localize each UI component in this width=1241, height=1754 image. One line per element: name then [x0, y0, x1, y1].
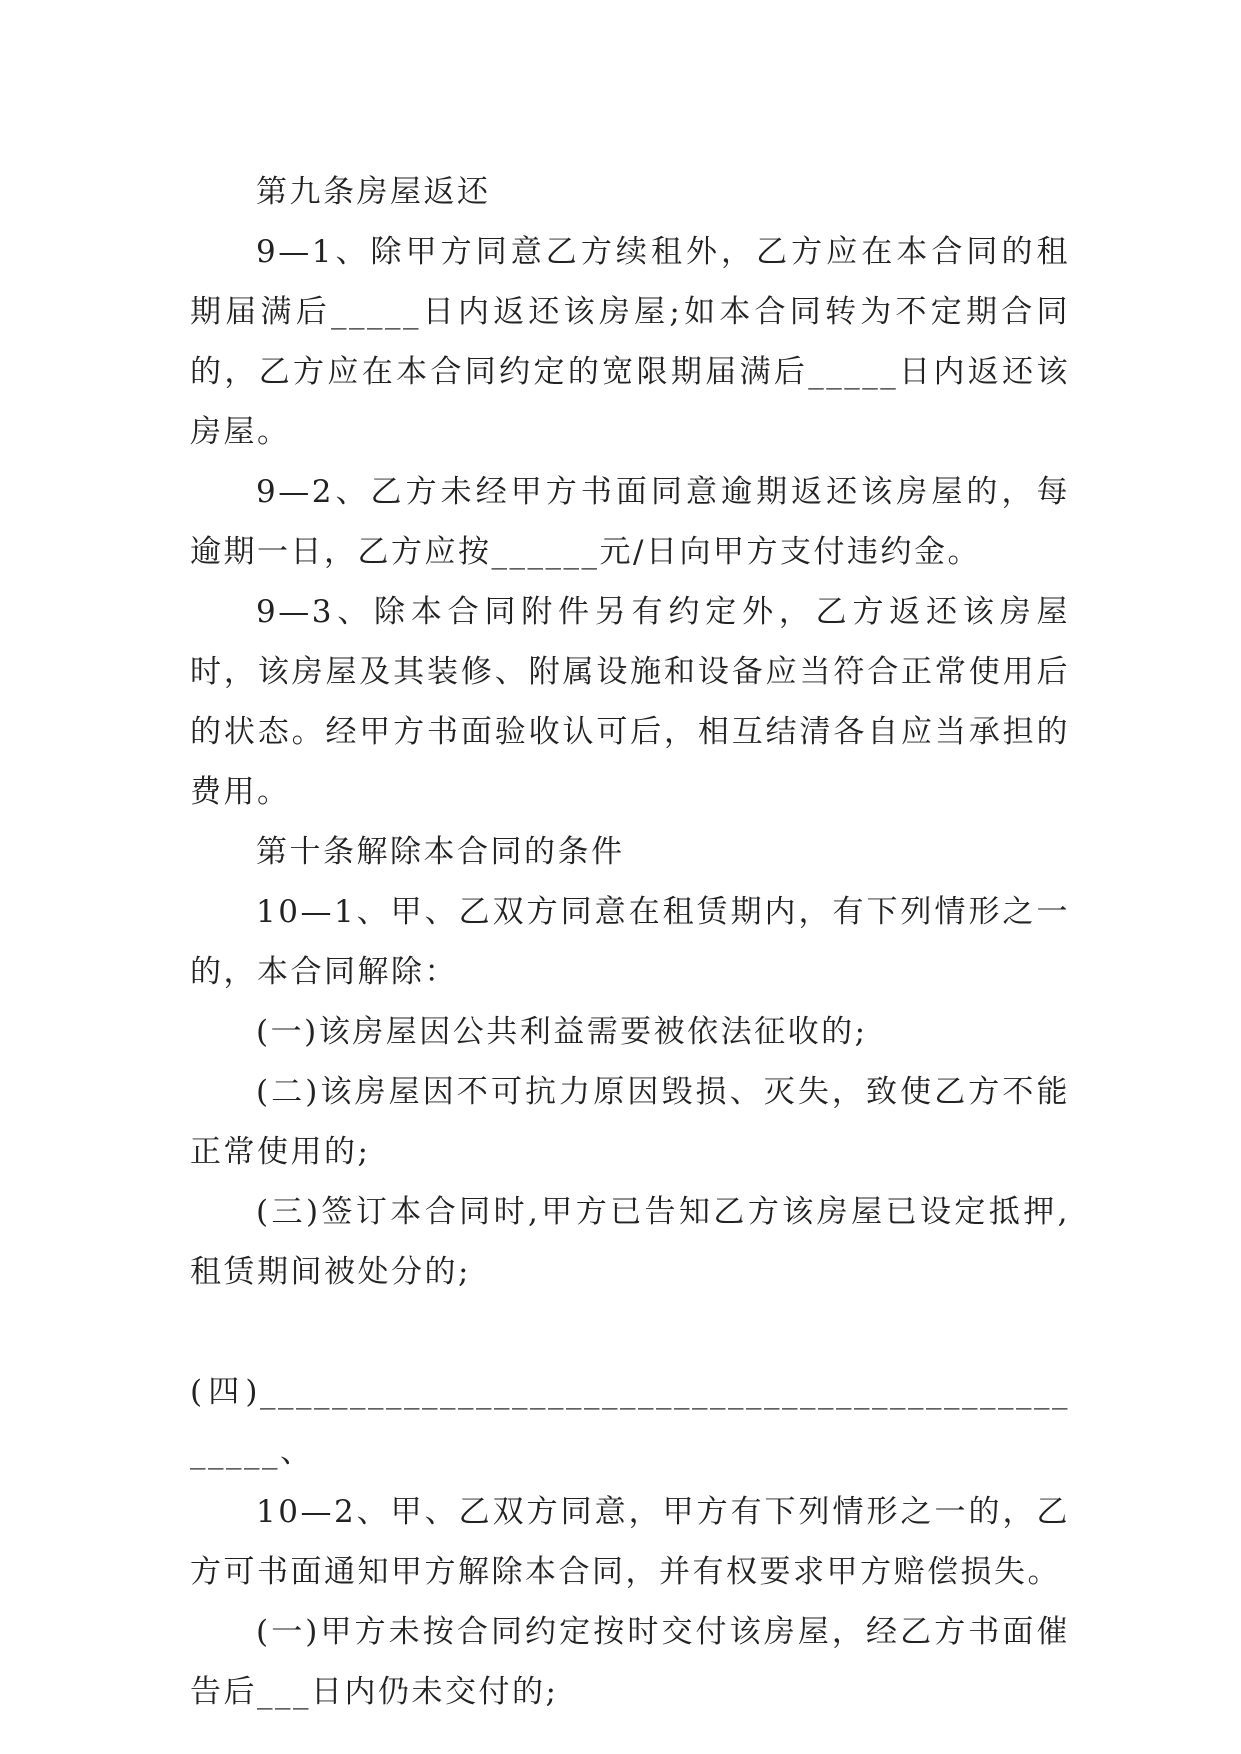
clause-10-1-item-3: (三)签订本合同时,甲方已告知乙方该房屋已设定抵押,租赁期间被处分的;	[190, 1194, 1070, 1290]
clause-10-2: 10—2、甲、乙双方同意，甲方有下列情形之一的，乙方可书面通知甲方解除本合同，并有权要求甲方赔偿损失。	[190, 1494, 1070, 1590]
article-10-heading: 第十条解除本合同的条件	[256, 834, 625, 870]
clause-10-2-item-1: (一)甲方未按合同约定按时交付该房屋，经乙方书面催告后___日内仍未交付的;	[190, 1614, 1070, 1710]
article-9-heading: 第九条房屋返还	[256, 174, 491, 210]
clause-9-3: 9—3、除本合同附件另有约定外，乙方返还该房屋时，该房屋及其装修、附属设施和设备应当符合正常使用后的状态。经甲方书面验收认可后，相互结清各自应当承担的费用。	[190, 594, 1070, 810]
clause-9-2: 9—2、乙方未经甲方书面同意逾期返还该房屋的，每逾期一日，乙方应按______元/日向甲方支付违约金。	[190, 474, 1070, 570]
document-body	[190, 162, 1070, 1722]
clause-10-1: 10—1、甲、乙双方同意在租赁期内，有下列情形之一的，本合同解除：	[190, 894, 1070, 990]
clause-10-1-item-1: (一)该房屋因公共利益需要被依法征收的;	[256, 1014, 868, 1050]
clause-10-1-item-4: (四)__________________________________________________、	[190, 1374, 1070, 1470]
clause-9-1: 9—1、除甲方同意乙方续租外，乙方应在本合同的租期届满后_____日内返还该房屋;如本合同转为不定期合同的，乙方应在本合同约定的宽限期届满后_____日内返还该房屋。	[190, 234, 1070, 450]
clause-10-1-item-2: (二)该房屋因不可抗力原因毁损、灭失，致使乙方不能正常使用的;	[190, 1074, 1070, 1170]
